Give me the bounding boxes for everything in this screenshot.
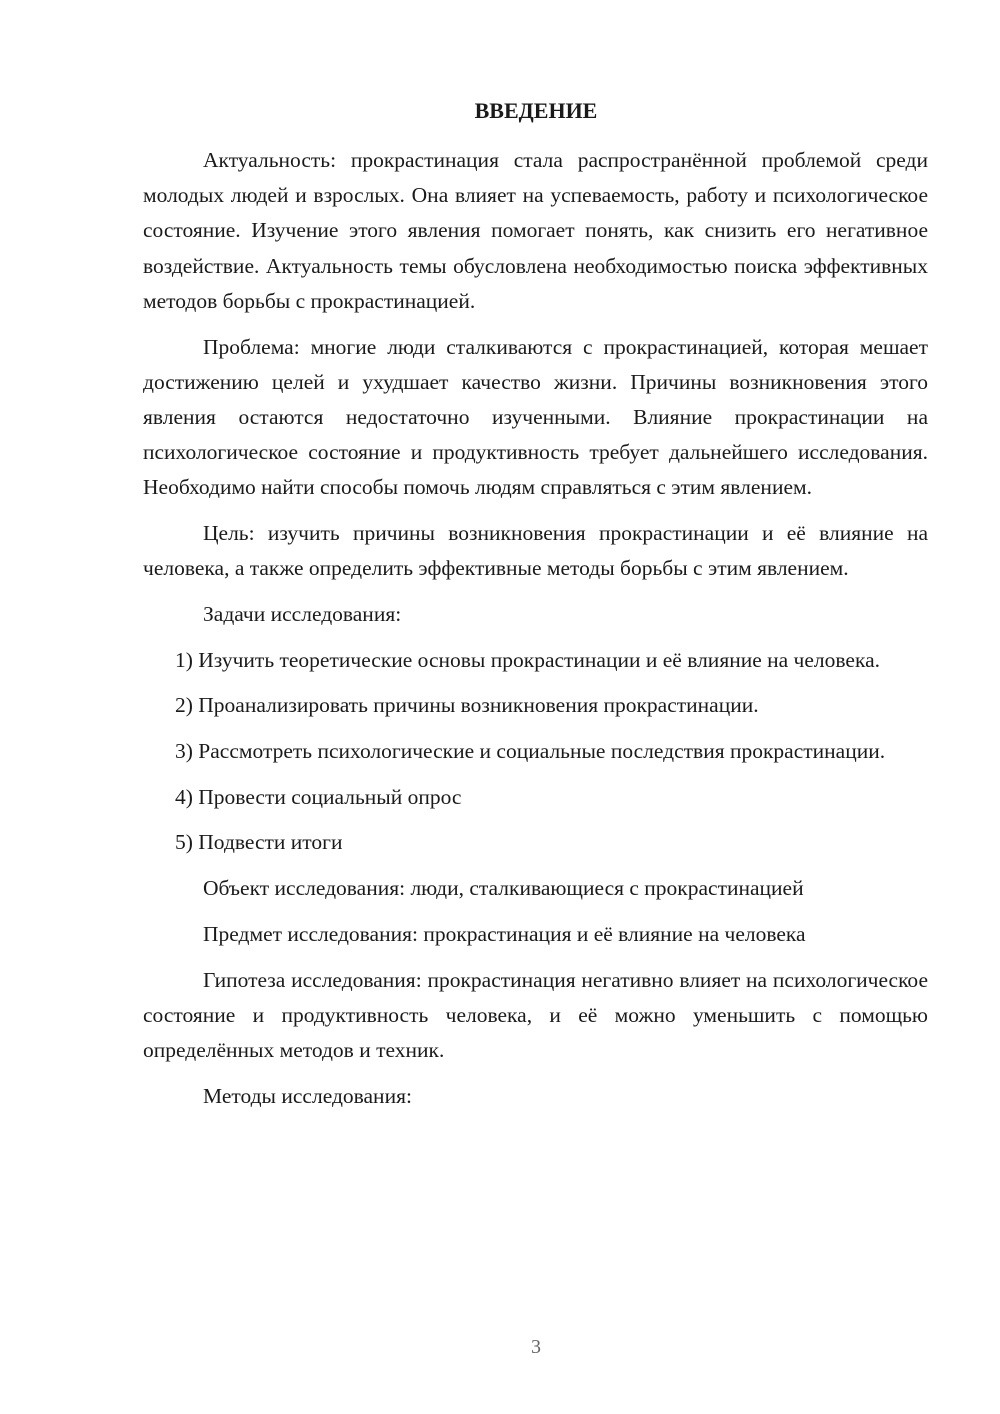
document-body <box>143 143 928 1124</box>
task-item-2: 2) Проанализировать причины возникновения прокрастинации. <box>175 693 759 718</box>
paragraph-relevance: Актуальность: прокрастинация стала распространённой проблемой среди молодых людей и взрослых. Она влияет на успеваемость, работу и психологическое состояние. Изучение этого явления помогает понять, как снизить его негативное воздействие. Актуальность темы обусловлена необходимостью поиска эффективных методов борьбы с прокрастинацией. <box>143 148 928 313</box>
paragraph-goal: Цель: изучить причины возникновения прокрастинации и её влияние на человека, а также определить эффективные методы борьбы с этим явлением. <box>143 521 928 581</box>
paragraph-problem: Проблема: многие люди сталкиваются с прокрастинацией, которая мешает достижению целей и ухудшает качество жизни. Причины возникновения этого явления остаются недостаточно изученными. Влияние прокрастинации на психологическое состояние и продуктивность требует дальнейшего исследования. Необходимо найти способы помочь людям справляться с этим явлением. <box>143 334 928 500</box>
paragraph-object: Объект исследования: люди, сталкивающиеся с прокрастинацией <box>203 876 804 901</box>
page-number: 3 <box>531 1336 541 1358</box>
paragraph-subject: Предмет исследования: прокрастинация и её влияние на человека <box>203 921 806 946</box>
task-item-1: 1) Изучить теоретические основы прокрастинации и её влияние на человека. <box>175 647 880 672</box>
task-item-5: 5) Подвести итоги <box>175 830 343 855</box>
task-item-4: 4) Провести социальный опрос <box>175 784 462 809</box>
paragraph-hypothesis: Гипотеза исследования: прокрастинация негативно влияет на психологическое состояние и продуктивность человека, и её можно уменьшить с помощью определённых методов и техник. <box>143 967 928 1062</box>
paragraph-methods: Методы исследования: <box>203 1083 412 1108</box>
page-title: ВВЕДЕНИЕ <box>474 98 598 123</box>
paragraph-tasks-heading: Задачи исследования: <box>203 601 402 626</box>
task-item-3: 3) Рассмотреть психологические и социальные последствия прокрастинации. <box>175 739 886 764</box>
